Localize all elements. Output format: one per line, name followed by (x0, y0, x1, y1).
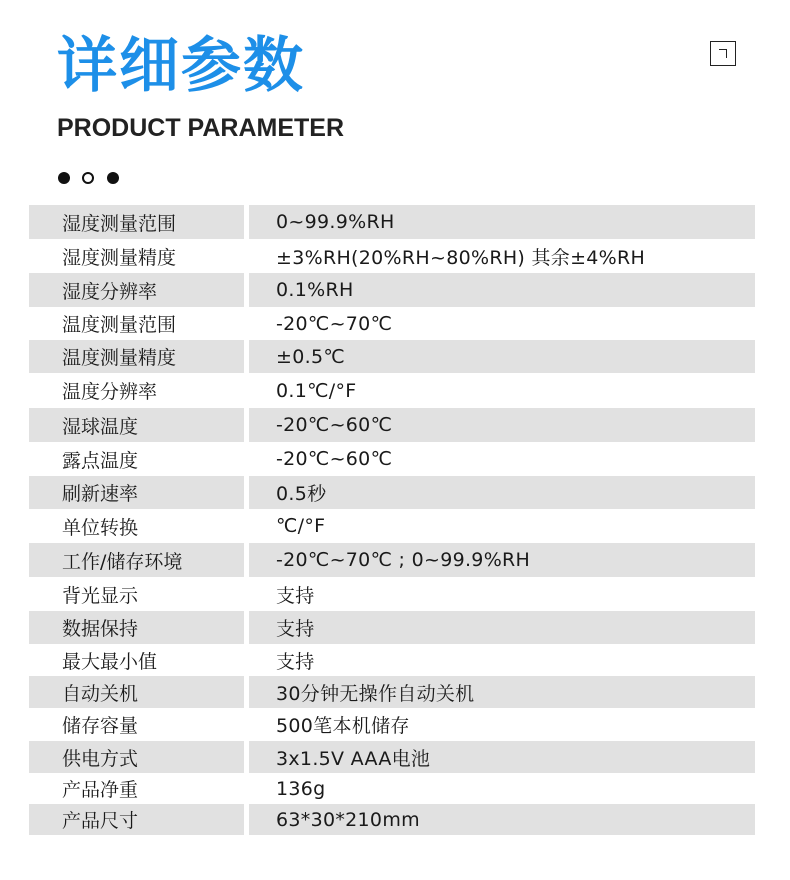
table-row (29, 273, 755, 307)
table-row (29, 543, 755, 577)
param-value: ℃/°F (276, 515, 326, 537)
param-value: 3x1.5V AAA电池 (249, 741, 755, 773)
param-value: -20℃~60℃ (276, 448, 393, 470)
param-label: 供电方式 (29, 741, 244, 773)
param-value: 0.5秒 (249, 476, 755, 509)
parameter-table (29, 205, 755, 835)
param-value: 0.1℃/°F (276, 379, 357, 402)
param-label: 温度分辨率 (62, 381, 158, 403)
param-label: 湿度分辨率 (29, 273, 244, 307)
table-row (29, 708, 755, 741)
table-row (29, 773, 755, 804)
param-label: 刷新速率 (29, 476, 244, 509)
param-label: 湿度测量精度 (62, 246, 177, 269)
table-row (29, 476, 755, 509)
param-label: 露点温度 (62, 449, 139, 472)
param-label: 温度测量范围 (62, 314, 177, 336)
param-value: 30分钟无操作自动关机 (249, 676, 755, 708)
param-label: 最大最小值 (62, 650, 158, 673)
param-value: -20℃~60℃ (249, 408, 755, 442)
param-label: 背光显示 (62, 584, 139, 607)
param-value: ±3%RH(20%RH~80%RH) 其余±4%RH (276, 246, 646, 269)
table-row (29, 741, 755, 773)
dot-filled-icon (107, 172, 119, 184)
param-label: 储存容量 (62, 715, 139, 737)
table-row (29, 676, 755, 708)
param-label: 湿球温度 (29, 408, 244, 442)
param-label: 湿度测量范围 (29, 205, 244, 239)
table-row (29, 509, 755, 543)
dot-hollow-icon (82, 172, 94, 184)
param-label: 工作/储存环境 (29, 543, 244, 577)
page-subtitle: PRODUCT PARAMETER (57, 114, 345, 142)
param-value: 支持 (249, 611, 755, 644)
table-row (29, 442, 755, 476)
table-row (29, 205, 755, 239)
table-row (29, 307, 755, 340)
corner-bracket-icon (710, 41, 736, 66)
param-value: 0~99.9%RH (249, 205, 755, 239)
param-value: 支持 (276, 650, 315, 673)
param-value: ±0.5℃ (249, 340, 755, 373)
table-row (29, 611, 755, 644)
param-value: 500笔本机储存 (276, 715, 410, 737)
page-title: 详细参数 (57, 31, 305, 101)
param-label: 数据保持 (29, 611, 244, 644)
param-label: 产品净重 (62, 779, 139, 801)
table-row (29, 408, 755, 442)
param-label: 温度测量精度 (29, 340, 244, 373)
param-value: -20℃~70℃ (276, 312, 393, 335)
table-row (29, 577, 755, 611)
dot-filled-icon (58, 172, 70, 184)
param-value: 136g (276, 777, 326, 800)
param-value: 0.1%RH (249, 273, 755, 307)
param-value: -20℃~70℃ ; 0~99.9%RH (249, 543, 755, 577)
param-value: 63*30*210mm (249, 804, 755, 835)
table-row (29, 804, 755, 835)
table-row (29, 340, 755, 373)
param-label: 产品尺寸 (29, 804, 244, 835)
table-row (29, 644, 755, 676)
table-row (29, 239, 755, 273)
param-label: 自动关机 (29, 676, 244, 708)
table-row (29, 373, 755, 408)
param-label: 单位转换 (62, 516, 139, 539)
param-value: 支持 (276, 584, 315, 607)
